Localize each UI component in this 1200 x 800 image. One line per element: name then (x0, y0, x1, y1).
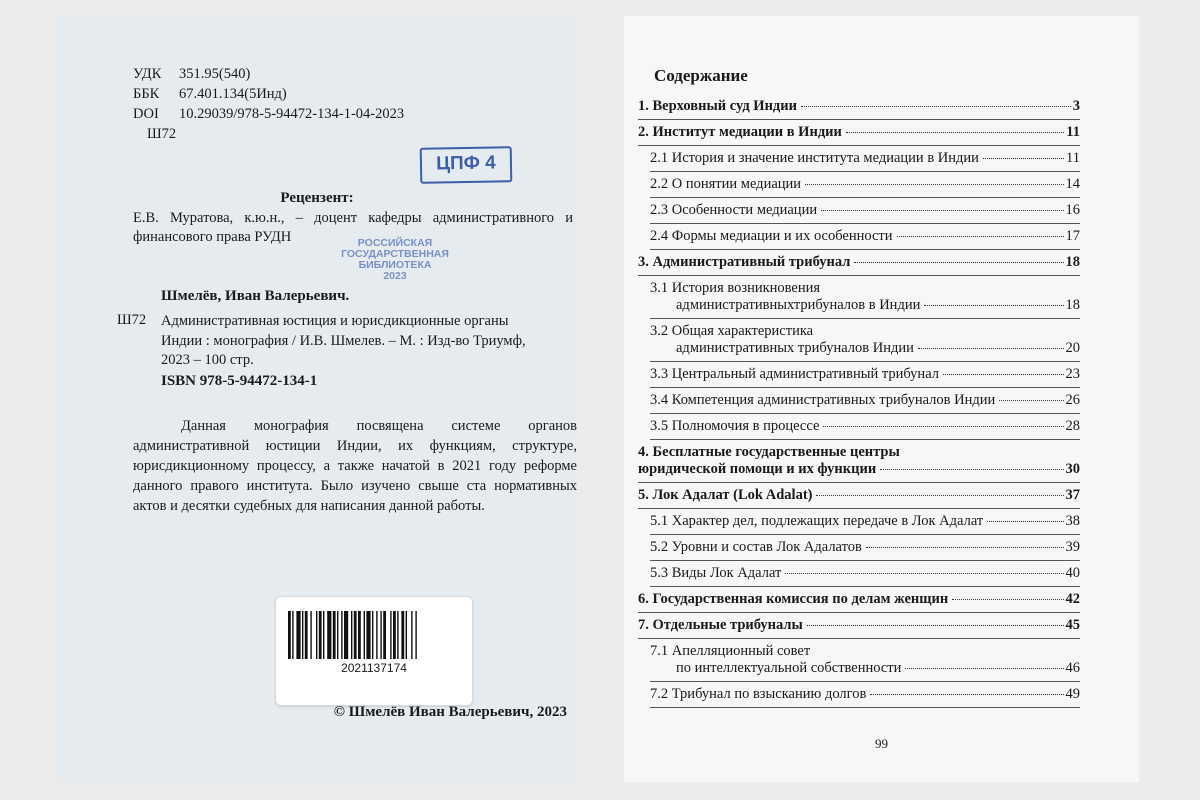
annotation: Данная монография посвящена системе органов административной юстиции Индии, их функциям, структуре, юрисдикционному процессу, а также начатой в 2021 году реформе данного правого института. Было изучено свыше ста нормативных актов и десятки судебных для написания данной работы. (133, 418, 577, 514)
toc-entry (638, 561, 1080, 586)
dot-leader (924, 305, 1063, 306)
toc-entry (638, 146, 1080, 171)
toc-entry-page: 49 (1065, 686, 1080, 702)
toc-entry-title: 1. Верховный суд Индии (638, 98, 797, 114)
toc-entry (638, 319, 1080, 361)
toc-entry-title: 5. Лок Адалат (Lok Adalat) (638, 487, 813, 503)
dot-leader (952, 599, 1063, 600)
toc-entry (638, 535, 1080, 560)
bbk-row: ББК 67.401.134(5Инд) (133, 86, 287, 102)
toc-entry-title: 2.2 О понятии медиации (650, 176, 802, 192)
toc-entry-page: 46 (1065, 660, 1080, 676)
toc-entry (638, 172, 1080, 197)
toc-entry-title: 7.2 Трибунал по взысканию долгов (650, 686, 867, 702)
bibliographic-codes (133, 64, 404, 144)
copyright: © Шмелёв Иван Валерьевич, 2023 (333, 704, 567, 720)
dot-leader (801, 106, 1071, 107)
dot-leader (943, 374, 1064, 375)
barcode-sticker (275, 596, 473, 706)
toc-entry (638, 682, 1080, 707)
dot-leader (880, 469, 1063, 470)
toc-entry-title-cont: административных трибуналов Индии (676, 340, 914, 356)
toc-entry-title: 3.1 История возникновения (650, 280, 821, 296)
toc-entry-page: 16 (1065, 202, 1080, 218)
page-number: 99 (875, 736, 888, 751)
toc-entry-page: 3 (1072, 98, 1080, 114)
toc-entry-page: 26 (1065, 392, 1080, 408)
toc-title: Содержание (654, 66, 748, 85)
toc-entry-title: 3.5 Полномочия в процессе (650, 418, 820, 434)
toc-entry (638, 483, 1080, 508)
toc-entry-page: 39 (1065, 539, 1080, 555)
dot-leader (866, 547, 1064, 548)
toc-entry-title: 5.3 Виды Лок Адалат (650, 565, 782, 581)
toc-entry-title: 3.2 Общая характеристика (650, 323, 814, 339)
dot-leader (870, 694, 1063, 695)
toc-entry-title: 3.4 Компетенция административных трибуналов Индии (650, 392, 996, 408)
dot-leader (905, 668, 1063, 669)
toc-entry-title-cont: юридической помощи и их функции (638, 461, 877, 477)
toc-entry-page: 11 (1066, 150, 1080, 166)
cpf-stamp: ЦПФ 4 (420, 146, 513, 184)
toc-entry-title: 4. Бесплатные государственные центры (638, 444, 900, 460)
toc-entry (638, 414, 1080, 439)
author-name: Шмелёв, Иван Валерьевич. (161, 288, 350, 304)
toc-entry-title: 2.1 История и значение института медиации в Индии (650, 150, 979, 166)
author-code: Ш72 (147, 126, 177, 142)
toc-entry (638, 388, 1080, 413)
toc-entry (638, 94, 1080, 119)
reviewer-heading: Рецензент: (280, 190, 354, 206)
toc-entry-title: 2. Институт медиации в Индии (638, 124, 842, 140)
toc-entry-title: 5.2 Уровни и состав Лок Адалатов (650, 539, 862, 555)
toc-entry-page: 30 (1065, 461, 1080, 477)
right-page (624, 16, 1139, 782)
toc-entry (638, 250, 1080, 275)
toc-entry-title: 2.3 Особенности медиации (650, 202, 818, 218)
toc-entry (638, 224, 1080, 249)
dot-leader (846, 132, 1064, 133)
catalog-code: Ш72 (117, 312, 147, 328)
toc-entry-title: 6. Государственная комиссия по делам женщин (638, 591, 949, 607)
dot-leader (918, 348, 1064, 349)
toc-entry (638, 509, 1080, 534)
dot-leader (897, 236, 1064, 237)
toc-entry-page: 28 (1065, 418, 1080, 434)
reviewer-text: Е.В. Муратова, к.ю.н., – доцент кафедры административного и финансового права РУДН (133, 210, 573, 245)
dot-leader (999, 400, 1063, 401)
barcode-number: 2021137174 (341, 661, 407, 675)
toc-rule (650, 707, 1080, 708)
toc-entry-page: 14 (1065, 176, 1080, 192)
left-page (57, 16, 577, 782)
toc-entry-page: 11 (1066, 124, 1080, 140)
doi-row: DOI 10.29039/978-5-94472-134-1-04-2023 (133, 106, 405, 122)
toc-entry-title: 5.1 Характер дел, подлежащих передаче в Лок Адалат (650, 513, 984, 529)
toc-entry-page: 38 (1065, 513, 1080, 529)
toc-entry-title: 3.3 Центральный административный трибунал (650, 366, 939, 382)
table-of-contents (638, 94, 1080, 708)
toc-entry (638, 198, 1080, 223)
toc-entry (638, 440, 1080, 482)
toc-entry (638, 639, 1080, 681)
dot-leader (854, 262, 1063, 263)
toc-entry (638, 120, 1080, 145)
toc-entry (638, 362, 1080, 387)
isbn: ISBN 978-5-94472-134-1 (161, 373, 318, 389)
toc-entry-title: 2.4 Формы медиации и их особенности (650, 228, 893, 244)
toc-entry-page: 42 (1065, 591, 1080, 607)
dot-leader (785, 573, 1063, 574)
toc-entry-page: 37 (1065, 487, 1080, 503)
dot-leader (821, 210, 1063, 211)
toc-entry (638, 587, 1080, 612)
bibliographic-entry: Административная юстиция и юрисдикционные органы Индии : монография / И.В. Шмелев. – М. : Изд-во Триумф, 2023 – 100 стр. (161, 313, 526, 368)
toc-entry-page: 45 (1065, 617, 1080, 633)
dot-leader (807, 625, 1064, 626)
toc-entry (638, 276, 1080, 318)
dot-leader (983, 158, 1064, 159)
toc-entry-title: 7. Отдельные трибуналы (638, 617, 803, 633)
barcode-icon (288, 611, 460, 659)
toc-entry-title: 7.1 Апелляционный совет (650, 643, 811, 659)
dot-leader (823, 426, 1063, 427)
library-stamp: РОССИЙСКАЯ ГОСУДАРСТВЕННАЯ БИБЛИОТЕКА 2023 (341, 237, 449, 282)
toc-entry-page: 18 (1065, 297, 1080, 313)
toc-entry (638, 613, 1080, 638)
toc-entry-title: 3. Административный трибунал (638, 254, 851, 270)
dot-leader (805, 184, 1063, 185)
toc-entry-page: 20 (1065, 340, 1080, 356)
toc-entry-page: 40 (1065, 565, 1080, 581)
dot-leader (816, 495, 1063, 496)
toc-entry-page: 18 (1065, 254, 1080, 270)
toc-entry-title-cont: по интеллектуальной собственности (676, 660, 902, 676)
dot-leader (987, 521, 1063, 522)
udk-row: УДК 351.95(540) (133, 66, 251, 82)
toc-entry-title-cont: административныхтрибуналов в Индии (676, 297, 921, 313)
toc-entry-page: 17 (1065, 228, 1080, 244)
toc-entry-page: 23 (1065, 366, 1080, 382)
